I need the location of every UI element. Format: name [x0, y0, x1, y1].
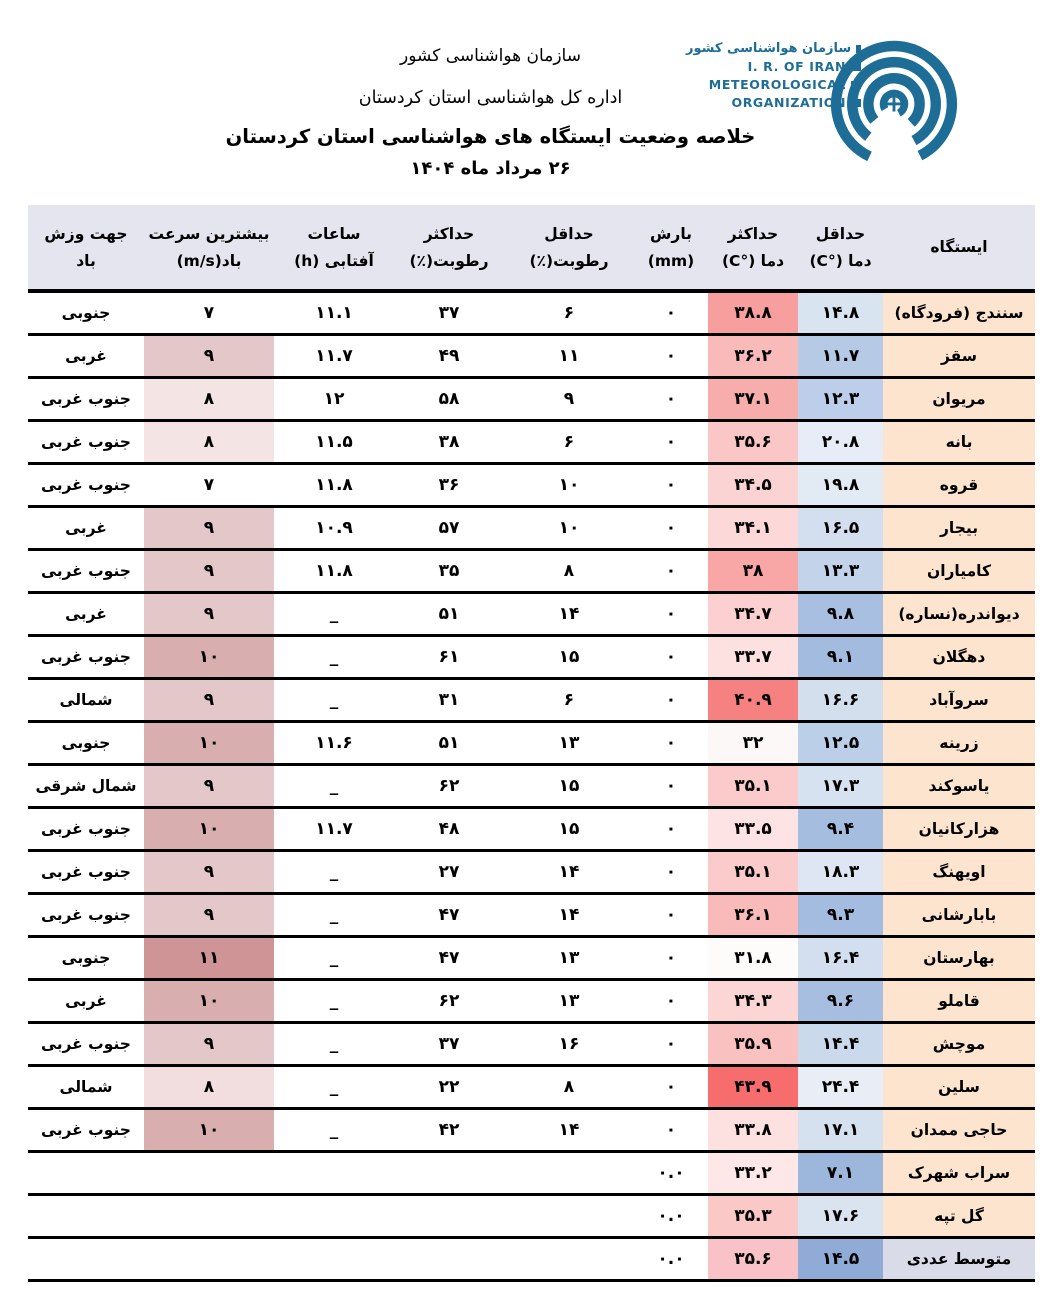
- sunshine-cell: _: [274, 1109, 394, 1152]
- wind-direction-cell: جنوب غربی: [28, 421, 144, 464]
- max-temp-cell: ۳۳.۲: [708, 1152, 798, 1195]
- min-temp-cell: ۷.۱: [798, 1152, 883, 1195]
- min-temp-cell: ۲۴.۴: [798, 1066, 883, 1109]
- report-date: ۲۶ مرداد ماه ۱۴۰۴: [410, 158, 571, 179]
- dept-title: اداره کل هواشناسی استان کردستان: [358, 88, 623, 108]
- sunshine-cell: _: [274, 636, 394, 679]
- min-humidity-cell: ۸: [504, 550, 634, 593]
- station-name-cell: موچش: [883, 1023, 1035, 1066]
- stations-weather-table: [28, 205, 1035, 1282]
- wind-direction-cell: جنوب غربی: [28, 808, 144, 851]
- min-humidity-cell: ۱۵: [504, 636, 634, 679]
- station-row: [28, 421, 1035, 464]
- col-header-min-humidity-line2: رطوبت(٪): [529, 251, 609, 270]
- wind-speed-cell: ۹: [144, 851, 274, 894]
- col-header-min-temp-line2: دما (°C): [809, 251, 872, 270]
- sunshine-cell: _: [274, 1023, 394, 1066]
- col-header-min-temp-line1: حداقل: [815, 224, 866, 243]
- header-row: [28, 205, 1035, 291]
- wind-direction-cell: جنوب غربی: [28, 894, 144, 937]
- max-temp-cell: ۴۰.۹: [708, 679, 798, 722]
- min-temp-cell: ۱۶.۶: [798, 679, 883, 722]
- precip-cell: ۰: [634, 894, 708, 937]
- wind-direction-cell: جنوب غربی: [28, 851, 144, 894]
- station-name-cell: دیواندره(نساره): [883, 593, 1035, 636]
- precip-cell: ۰: [634, 378, 708, 421]
- min-humidity-cell: ۱۰: [504, 507, 634, 550]
- min-temp-cell: ۱۴.۸: [798, 291, 883, 335]
- precip-cell: ۰: [634, 808, 708, 851]
- min-temp-cell: ۱۶.۴: [798, 937, 883, 980]
- max-temp-cell: ۳۸.۸: [708, 291, 798, 335]
- wind-direction-cell: جنوبی: [28, 722, 144, 765]
- station-name-cell: سنندج (فرودگاه): [883, 291, 1035, 335]
- min-humidity-cell: ۶: [504, 679, 634, 722]
- wind-speed-cell: ۱۰: [144, 1109, 274, 1152]
- min-temp-cell: ۱۲.۵: [798, 722, 883, 765]
- sunshine-cell: ۱۱.۸: [274, 464, 394, 507]
- max-temp-cell: ۳۷.۱: [708, 378, 798, 421]
- max-humidity-cell: ۵۱: [394, 593, 504, 636]
- logo-text-en3: ORGANIZATION: [686, 94, 861, 112]
- min-humidity-cell: ۱۴: [504, 593, 634, 636]
- wind-direction-cell: غربی: [28, 507, 144, 550]
- station-row: [28, 679, 1035, 722]
- irimo-logo: [679, 24, 969, 179]
- precip-cell: ۰: [634, 1066, 708, 1109]
- wind-speed-cell: ۹: [144, 335, 274, 378]
- max-temp-cell: ۳۴.۱: [708, 507, 798, 550]
- wind-direction-cell: [28, 1152, 144, 1195]
- wind-direction-cell: [28, 1238, 144, 1281]
- precip-cell: ۰: [634, 722, 708, 765]
- station-name-cell: سلین: [883, 1066, 1035, 1109]
- precip-cell: ۰: [634, 636, 708, 679]
- max-humidity-cell: ۴۸: [394, 808, 504, 851]
- min-temp-cell: ۹.۴: [798, 808, 883, 851]
- col-header-max-temp: [708, 205, 798, 291]
- col-header-wind-direction-line1: جهت وزش: [44, 224, 128, 243]
- precip-cell: ۰: [634, 550, 708, 593]
- wind-direction-cell: غربی: [28, 335, 144, 378]
- precip-cell: ۰.۰: [634, 1195, 708, 1238]
- min-humidity-cell: ۱۵: [504, 765, 634, 808]
- col-header-max-humidity-line1: حداکثر: [423, 224, 475, 243]
- max-temp-cell: ۳۱.۸: [708, 937, 798, 980]
- min-temp-cell: ۱۱.۷: [798, 335, 883, 378]
- station-name-cell: مریوان: [883, 378, 1035, 421]
- wind-speed-cell: ۷: [144, 464, 274, 507]
- sunshine-cell: ۱۱.۱: [274, 291, 394, 335]
- col-header-min-humidity-line1: حداقل: [544, 224, 594, 243]
- col-header-min-temp: [798, 205, 883, 291]
- station-name-cell: سروآباد: [883, 679, 1035, 722]
- min-humidity-cell: ۹: [504, 378, 634, 421]
- precip-cell: ۰: [634, 679, 708, 722]
- wind-direction-cell: شمالی: [28, 1066, 144, 1109]
- wind-direction-cell: جنوب غربی: [28, 464, 144, 507]
- max-temp-cell: ۳۵.۱: [708, 765, 798, 808]
- max-humidity-cell: ۴۹: [394, 335, 504, 378]
- table-body: [28, 291, 1035, 1281]
- wind-speed-cell: ۸: [144, 378, 274, 421]
- min-humidity-cell: ۱۴: [504, 851, 634, 894]
- min-humidity-cell: ۱۳: [504, 722, 634, 765]
- min-humidity-cell: ۱۴: [504, 894, 634, 937]
- min-temp-cell: ۹.۸: [798, 593, 883, 636]
- sunshine-cell: ۱۱.۸: [274, 550, 394, 593]
- col-header-wind-direction: [28, 205, 144, 291]
- min-humidity-cell: ۱۳: [504, 980, 634, 1023]
- wind-direction-cell: جنوبی: [28, 937, 144, 980]
- max-humidity-cell: [394, 1152, 504, 1195]
- min-humidity-cell: [504, 1238, 634, 1281]
- station-row: [28, 1109, 1035, 1152]
- station-row: [28, 636, 1035, 679]
- col-header-station: [883, 205, 1035, 291]
- sunshine-cell: ۱۱.۵: [274, 421, 394, 464]
- col-header-precip-line1: بارش: [650, 224, 692, 243]
- station-name-cell: بهارستان: [883, 937, 1035, 980]
- station-row: [28, 765, 1035, 808]
- station-row: [28, 464, 1035, 507]
- max-temp-cell: ۳۵.۹: [708, 1023, 798, 1066]
- max-temp-cell: ۳۴.۵: [708, 464, 798, 507]
- sunshine-cell: _: [274, 937, 394, 980]
- col-header-sunshine-line2: آفتابی (h): [294, 251, 374, 270]
- sunshine-cell: _: [274, 980, 394, 1023]
- min-temp-cell: ۱۴.۵: [798, 1238, 883, 1281]
- precip-cell: ۰: [634, 851, 708, 894]
- wind-speed-cell: ۹: [144, 679, 274, 722]
- max-humidity-cell: ۳۶: [394, 464, 504, 507]
- min-temp-cell: ۹.۳: [798, 894, 883, 937]
- station-row: [28, 550, 1035, 593]
- station-name-cell: قروه: [883, 464, 1035, 507]
- max-humidity-cell: [394, 1238, 504, 1281]
- max-humidity-cell: ۵۷: [394, 507, 504, 550]
- org-title: سازمان هواشناسی کشور: [400, 46, 581, 66]
- min-humidity-cell: ۱۴: [504, 1109, 634, 1152]
- sunshine-cell: [274, 1195, 394, 1238]
- sunshine-cell: _: [274, 851, 394, 894]
- min-temp-cell: ۱۶.۵: [798, 507, 883, 550]
- station-row: [28, 1023, 1035, 1066]
- wind-speed-cell: ۹: [144, 894, 274, 937]
- station-name-cell: گل تپه: [883, 1195, 1035, 1238]
- wind-speed-cell: ۹: [144, 507, 274, 550]
- min-temp-cell: ۱۹.۸: [798, 464, 883, 507]
- max-temp-cell: ۳۳.۵: [708, 808, 798, 851]
- station-name-cell: اویهنگ: [883, 851, 1035, 894]
- col-header-min-humidity: [504, 205, 634, 291]
- min-humidity-cell: ۶: [504, 291, 634, 335]
- logo-text-en1: I. R. OF IRAN: [686, 58, 861, 76]
- precip-cell: ۰: [634, 765, 708, 808]
- col-header-max-humidity-line2: رطوبت(٪): [409, 251, 489, 270]
- min-temp-cell: ۹.۱: [798, 636, 883, 679]
- station-row: [28, 593, 1035, 636]
- report-title: خلاصه وضعیت ایستگاه های هواشناسی استان کردستان: [225, 125, 756, 148]
- logo-text: [686, 40, 861, 112]
- station-name-cell: سراب شهرک: [883, 1152, 1035, 1195]
- col-header-sunshine: [274, 205, 394, 291]
- wind-direction-cell: جنوبی: [28, 291, 144, 335]
- wind-speed-cell: ۱۱: [144, 937, 274, 980]
- wind-direction-cell: غربی: [28, 593, 144, 636]
- station-row: [28, 980, 1035, 1023]
- precip-cell: ۰: [634, 291, 708, 335]
- max-temp-cell: ۳۸: [708, 550, 798, 593]
- wind-direction-cell: شمال شرقی: [28, 765, 144, 808]
- sunshine-cell: ۱۰.۹: [274, 507, 394, 550]
- precip-cell: ۰: [634, 980, 708, 1023]
- wind-speed-cell: [144, 1195, 274, 1238]
- max-humidity-cell: ۳۷: [394, 1023, 504, 1066]
- min-temp-cell: ۱۲.۳: [798, 378, 883, 421]
- wind-direction-cell: [28, 1195, 144, 1238]
- min-humidity-cell: ۱۰: [504, 464, 634, 507]
- min-humidity-cell: ۶: [504, 421, 634, 464]
- station-row: [28, 1066, 1035, 1109]
- station-name-cell: بانه: [883, 421, 1035, 464]
- col-header-wind-speed: [144, 205, 274, 291]
- col-header-precip: [634, 205, 708, 291]
- max-temp-cell: ۳۴.۳: [708, 980, 798, 1023]
- wind-speed-cell: ۱۰: [144, 808, 274, 851]
- sunshine-cell: _: [274, 765, 394, 808]
- min-temp-cell: ۱۴.۴: [798, 1023, 883, 1066]
- station-name-cell: حاجی ممدان: [883, 1109, 1035, 1152]
- wind-speed-cell: ۹: [144, 1023, 274, 1066]
- wind-direction-cell: جنوب غربی: [28, 378, 144, 421]
- station-row: [28, 335, 1035, 378]
- sunshine-cell: _: [274, 679, 394, 722]
- max-humidity-cell: ۶۲: [394, 765, 504, 808]
- max-humidity-cell: [394, 1195, 504, 1238]
- sunshine-cell: [274, 1238, 394, 1281]
- station-name-cell: کامیاران: [883, 550, 1035, 593]
- station-row: [28, 851, 1035, 894]
- sunshine-cell: _: [274, 894, 394, 937]
- station-row: [28, 808, 1035, 851]
- precip-cell: ۰.۰: [634, 1152, 708, 1195]
- col-header-wind-speed-line1: بیشترین سرعت: [148, 224, 270, 243]
- precip-cell: ۰: [634, 1023, 708, 1066]
- station-row: [28, 1195, 1035, 1238]
- max-temp-cell: ۳۴.۷: [708, 593, 798, 636]
- station-name-cell: متوسط عددی: [883, 1238, 1035, 1281]
- max-temp-cell: ۳۵.۶: [708, 1238, 798, 1281]
- col-header-wind-speed-line2: باد(m/s): [176, 251, 242, 270]
- wind-speed-cell: ۷: [144, 291, 274, 335]
- max-humidity-cell: ۶۲: [394, 980, 504, 1023]
- precip-cell: ۰: [634, 937, 708, 980]
- wind-speed-cell: ۹: [144, 765, 274, 808]
- wind-speed-cell: ۸: [144, 1066, 274, 1109]
- precip-cell: ۰: [634, 507, 708, 550]
- min-temp-cell: ۱۷.۶: [798, 1195, 883, 1238]
- station-name-cell: بیجار: [883, 507, 1035, 550]
- wind-direction-cell: جنوب غربی: [28, 1023, 144, 1066]
- max-humidity-cell: ۲۲: [394, 1066, 504, 1109]
- max-temp-cell: ۳۶.۱: [708, 894, 798, 937]
- max-humidity-cell: ۵۸: [394, 378, 504, 421]
- wind-speed-cell: ۸: [144, 421, 274, 464]
- max-humidity-cell: ۴۷: [394, 937, 504, 980]
- min-humidity-cell: ۱۱: [504, 335, 634, 378]
- wind-speed-cell: ۹: [144, 550, 274, 593]
- station-row: [28, 937, 1035, 980]
- min-temp-cell: ۱۳.۳: [798, 550, 883, 593]
- min-humidity-cell: [504, 1152, 634, 1195]
- station-row: [28, 894, 1035, 937]
- precip-cell: ۰: [634, 593, 708, 636]
- max-humidity-cell: ۳۵: [394, 550, 504, 593]
- col-header-max-humidity: [394, 205, 504, 291]
- max-temp-cell: ۳۳.۷: [708, 636, 798, 679]
- max-temp-cell: ۳۵.۱: [708, 851, 798, 894]
- wind-speed-cell: ۹: [144, 593, 274, 636]
- logo-text-en2: METEOROLOGICAL: [686, 76, 861, 94]
- wind-direction-cell: جنوب غربی: [28, 636, 144, 679]
- max-humidity-cell: ۳۱: [394, 679, 504, 722]
- wind-speed-cell: ۱۰: [144, 722, 274, 765]
- min-humidity-cell: ۱۵: [504, 808, 634, 851]
- max-temp-cell: ۴۳.۹: [708, 1066, 798, 1109]
- col-header-wind-direction-line2: باد: [76, 251, 96, 270]
- sunshine-cell: ۱۱.۷: [274, 335, 394, 378]
- col-header-precip-line2: (mm): [647, 251, 695, 270]
- station-row: [28, 507, 1035, 550]
- station-row: [28, 378, 1035, 421]
- min-temp-cell: ۱۷.۱: [798, 1109, 883, 1152]
- col-header-max-temp-line1: حداکثر: [727, 224, 779, 243]
- sunshine-cell: ۱۱.۷: [274, 808, 394, 851]
- max-humidity-cell: ۴۷: [394, 894, 504, 937]
- sunshine-cell: _: [274, 1066, 394, 1109]
- wind-speed-cell: [144, 1152, 274, 1195]
- sunshine-cell: ۱۱.۶: [274, 722, 394, 765]
- max-temp-cell: ۳۵.۶: [708, 421, 798, 464]
- max-humidity-cell: ۳۷: [394, 291, 504, 335]
- max-temp-cell: ۳۲: [708, 722, 798, 765]
- station-name-cell: زرینه: [883, 722, 1035, 765]
- max-temp-cell: ۳۳.۸: [708, 1109, 798, 1152]
- station-row: [28, 1238, 1035, 1281]
- wind-speed-cell: ۱۰: [144, 636, 274, 679]
- precip-cell: ۰: [634, 1109, 708, 1152]
- max-humidity-cell: ۲۷: [394, 851, 504, 894]
- wind-speed-cell: [144, 1238, 274, 1281]
- min-temp-cell: ۱۷.۳: [798, 765, 883, 808]
- max-humidity-cell: ۵۱: [394, 722, 504, 765]
- logo-text-fa: سازمان هواشناسی کشور: [686, 40, 861, 58]
- station-name-cell: هزارکانیان: [883, 808, 1035, 851]
- station-row: [28, 291, 1035, 335]
- max-humidity-cell: ۴۲: [394, 1109, 504, 1152]
- min-humidity-cell: ۸: [504, 1066, 634, 1109]
- station-name-cell: دهگلان: [883, 636, 1035, 679]
- station-name-cell: سقز: [883, 335, 1035, 378]
- wind-direction-cell: غربی: [28, 980, 144, 1023]
- min-humidity-cell: ۱۶: [504, 1023, 634, 1066]
- table-header: [28, 205, 1035, 291]
- wind-direction-cell: جنوب غربی: [28, 550, 144, 593]
- wind-speed-cell: ۱۰: [144, 980, 274, 1023]
- sunshine-cell: [274, 1152, 394, 1195]
- station-row: [28, 1152, 1035, 1195]
- min-humidity-cell: [504, 1195, 634, 1238]
- precip-cell: ۰: [634, 464, 708, 507]
- precip-cell: ۰.۰: [634, 1238, 708, 1281]
- wind-direction-cell: شمالی: [28, 679, 144, 722]
- station-name-cell: بابارشانی: [883, 894, 1035, 937]
- sunshine-cell: ۱۲: [274, 378, 394, 421]
- max-temp-cell: ۳۶.۲: [708, 335, 798, 378]
- station-name-cell: یاسوکند: [883, 765, 1035, 808]
- col-header-sunshine-line1: ساعات: [307, 224, 361, 243]
- station-name-cell: قاملو: [883, 980, 1035, 1023]
- max-humidity-cell: ۳۸: [394, 421, 504, 464]
- min-temp-cell: ۱۸.۳: [798, 851, 883, 894]
- max-temp-cell: ۳۵.۳: [708, 1195, 798, 1238]
- precip-cell: ۰: [634, 421, 708, 464]
- min-temp-cell: ۹.۶: [798, 980, 883, 1023]
- sunshine-cell: _: [274, 593, 394, 636]
- wind-direction-cell: جنوب غربی: [28, 1109, 144, 1152]
- precip-cell: ۰: [634, 335, 708, 378]
- min-temp-cell: ۲۰.۸: [798, 421, 883, 464]
- max-humidity-cell: ۶۱: [394, 636, 504, 679]
- report-header: [0, 0, 1061, 205]
- col-header-station-label: ایستگاه: [930, 238, 988, 256]
- station-row: [28, 722, 1035, 765]
- col-header-max-temp-line2: دما (°C): [721, 251, 785, 270]
- min-humidity-cell: ۱۳: [504, 937, 634, 980]
